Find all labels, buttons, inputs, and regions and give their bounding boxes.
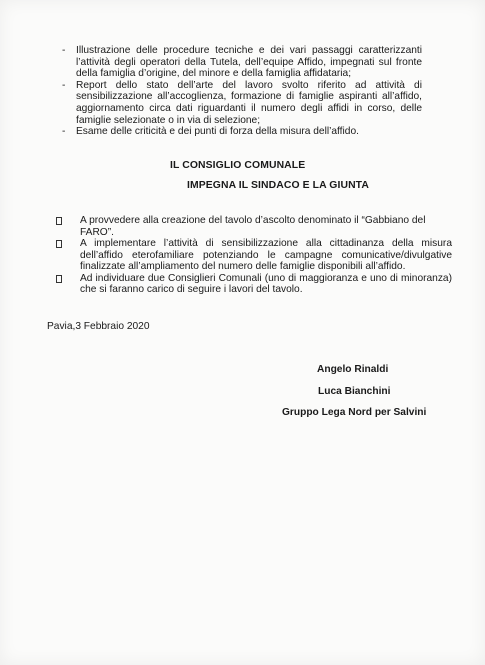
list-item [62,80,422,126]
list-item-text: Ad individuare due Consiglieri Comunali (uno di maggioranza e uno di minoranza) che si faranno carico di seguire i lavori del tavolo. [80,272,452,295]
commitments-list [56,215,452,296]
checkbox-bullet-icon [56,240,62,248]
list-item-text: Esame delle criticità e dei punti di forza della misura dell’affido. [76,126,359,138]
dash-marker: - [62,126,66,138]
list-item-text: Illustrazione delle procedure tecniche e dei vari passaggi caratterizzanti l’attività degli operatori della Tutela, dell’equipe Affido, impegnati sul fronte della famiglia d’origine, del minore e della famiglia affidataria; [76,45,422,80]
council-heading: IL CONSIGLIO COMUNALE [170,160,306,171]
list-item-text: A implementare l’attività di sensibilizzazione alla cittadinanza della misura dell’affido eterofamiliare potenziando le campagne comunicative/divulgative finalizzate all’ampliamento del numero delle famiglie disponibili all’affido. [80,238,452,272]
checkbox-bullet-icon [56,217,62,225]
list-item [62,126,422,138]
list-item [56,238,452,273]
date-line: Pavia,3 Febbraio 2020 [47,321,150,332]
signatory-name: Luca Bianchini [318,386,391,397]
signatory-group: Gruppo Lega Nord per Salvini [282,407,427,418]
checkbox-bullet-icon [56,275,62,283]
list-item [62,45,422,80]
dash-marker: - [62,79,66,91]
list-item [56,273,452,296]
list-item-text: Report dello stato dell’arte del lavoro svolto riferito ad attività di sensibilizzazione all’accoglienza, formazione di famiglie aspiranti all’affido, aggiornamento circa dati riguardanti il numero degli affidi in corso, delle famiglie selezionate o in via di selezione; [76,79,422,126]
list-item [56,215,452,238]
list-item-text: A provvedere alla creazione del tavolo d’ascolto denominato il “Gabbiano del FARO”. [80,215,426,238]
commitment-heading: IMPEGNA IL SINDACO E LA GIUNTA [187,180,369,191]
procedures-list [62,45,422,138]
signatory-name: Angelo Rinaldi [317,364,389,375]
dash-marker: - [62,45,66,56]
